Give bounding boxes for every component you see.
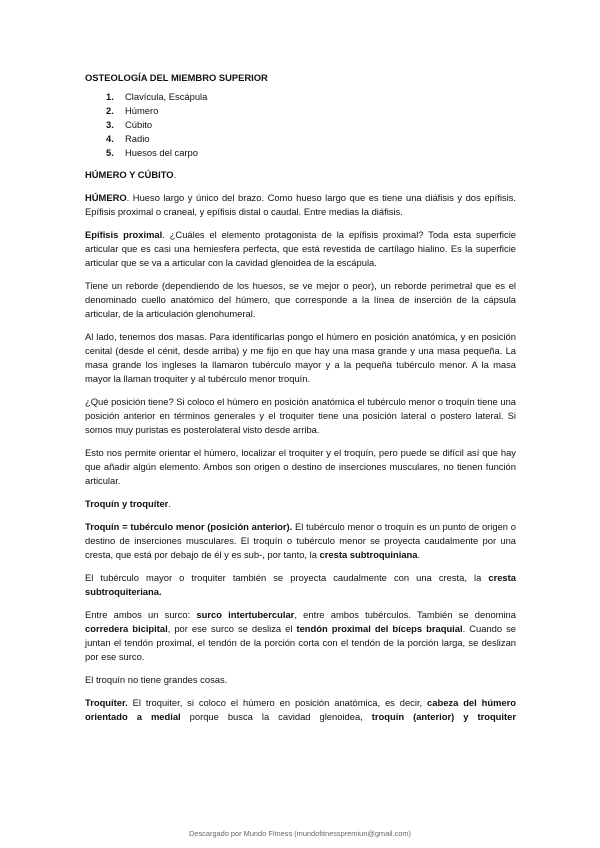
paragraph <box>85 228 516 270</box>
text-run: El tubérculo mayor o troquiter también se proyecta caudalmente con una cresta, la <box>85 572 489 583</box>
paragraph <box>85 168 516 182</box>
paragraph <box>85 608 516 664</box>
text-run: Entre ambos un surco: <box>85 609 197 620</box>
bold-text: Troquíter. <box>85 697 128 708</box>
text-run: ¿Qué posición tiene? Si coloco el húmero en posición anatómica el tubérculo menor o troquín tiene una posición anterior en términos generales y el troquiter tiene una posición lateral o postero lateral. Si somos muy puristas es posterolateral visto desde arriba. <box>85 396 516 435</box>
paragraph <box>85 446 516 488</box>
list-number: 1. <box>106 91 114 102</box>
text-run: El troquín no tiene grandes cosas. <box>85 674 228 685</box>
text-run: . Hueso largo y único del brazo. Como hueso largo que es tiene una diáfisis y dos epífisis. Epífisis proximal o craneal, y epífisis distal o caudal. Entre medias la diáfisis. <box>85 192 516 217</box>
text-run: El troquiter, si coloco el húmero en posición anatómica, es decir, <box>127 697 428 708</box>
paragraph <box>85 520 516 562</box>
text-run: , por ese surco se desliza el <box>167 623 297 634</box>
list-item <box>85 104 516 118</box>
text-run: . Cuando se juntan el tendón proximal, el tendón de la porción corta con el tendón de la porción larga, se deslizan por ese surco. <box>85 623 517 662</box>
text-run: El tubérculo menor o troquín es un punto de origen o destino de inserciones musculares. El troquín o tubérculo menor se proyecta caudalmente por una cresta, que está por debajo de él y es sub-, por tanto, la <box>85 521 516 560</box>
bold-text: cabeza del húmero orientado a medial <box>85 697 517 722</box>
bold-text: HÚMERO <box>85 192 127 203</box>
paragraph <box>85 571 516 599</box>
text-run: . ¿Cuáles el elemento protagonista de la epífisis proximal? Toda esta superficie articular que es casi una hemiesfera perfecta, que está revestida de cartílago hialino. Es la superficie articular que se va a articular con la cavidad glenoidea de la escápula. <box>85 229 517 268</box>
text-run: Tiene un reborde (dependiendo de los huesos, se ve mejor o peor), un reborde perimetral que es el denominado cuello anatómico del húmero, que corresponde a la línea de inserción de la cápsula articular, de la articulación glenohumeral. <box>85 280 516 319</box>
list-item <box>85 118 516 132</box>
text-run: porque busca la cavidad glenoidea, <box>180 711 372 722</box>
bold-text: corredera bicipital <box>85 623 168 634</box>
paragraph <box>85 696 516 724</box>
paragraph <box>85 279 516 321</box>
text-run: Al lado, tenemos dos masas. Para identificarlas pongo el húmero en posición anatómica, y en posición cenital (desde el cénit, desde arriba) y me fijo en que hay una masa grande y una masa pequeña. La masa grande los ingleses la llamaron tubérculo mayor y a la pequeña tubérculo menor. A la masa mayor la llaman troquiter y al tubérculo menor troquín. <box>85 331 516 384</box>
bold-text: tendón proximal del bíceps braquial <box>296 623 463 634</box>
bold-text: HÚMERO Y CÚBITO <box>85 169 174 180</box>
bold-text: Troquín = tubérculo menor (posición anterior). <box>85 521 293 532</box>
list-label: Húmero <box>125 105 159 116</box>
document-body <box>85 71 516 733</box>
list-number: 3. <box>106 119 114 130</box>
list-item <box>85 132 516 146</box>
text-run: Esto nos permite orientar el húmero, localizar el troquiter y el troquín, pero puede se difícil así que hay que añadir algún elemento. Ambos son origen o destino de inserciones musculares, no tienen función articular. <box>85 447 516 486</box>
list-number: 5. <box>106 147 114 158</box>
list-item <box>85 90 516 104</box>
bold-text: cresta subtroquiniana <box>319 549 418 560</box>
text-run: . <box>168 498 171 509</box>
list-number: 4. <box>106 133 114 144</box>
paragraph <box>85 395 516 437</box>
text-run: , entre ambos tubérculos. También se denomina <box>294 609 516 620</box>
document-title: OSTEOLOGÍA DEL MIEMBRO SUPERIOR <box>85 72 268 83</box>
list-item <box>85 146 516 160</box>
text-run: . <box>173 169 177 180</box>
bold-text: surco intertubercular <box>196 609 295 620</box>
paragraph <box>85 673 516 687</box>
download-footer: Descargado por Mundo Fitness (mundofitnesspremiun@gmail.com) <box>189 829 411 838</box>
text-run: . <box>417 549 421 560</box>
bold-text: Troquín y troquíter <box>85 498 169 509</box>
list-number: 2. <box>106 105 114 116</box>
paragraph <box>85 330 516 386</box>
bold-text: Epífisis proximal <box>85 229 163 240</box>
list-label: Clavícula, Escápula <box>125 91 208 102</box>
bold-text: troquín (anterior) y troquiter <box>371 711 516 722</box>
paragraph <box>85 191 516 219</box>
list-label: Radio <box>125 133 150 144</box>
paragraph <box>85 497 516 511</box>
list-label: Cúbito <box>125 119 153 130</box>
bold-text: cresta subtroquiteriana. <box>85 572 516 597</box>
bone-list <box>85 90 516 160</box>
paragraphs <box>85 168 516 724</box>
list-label: Huesos del carpo <box>125 147 198 158</box>
